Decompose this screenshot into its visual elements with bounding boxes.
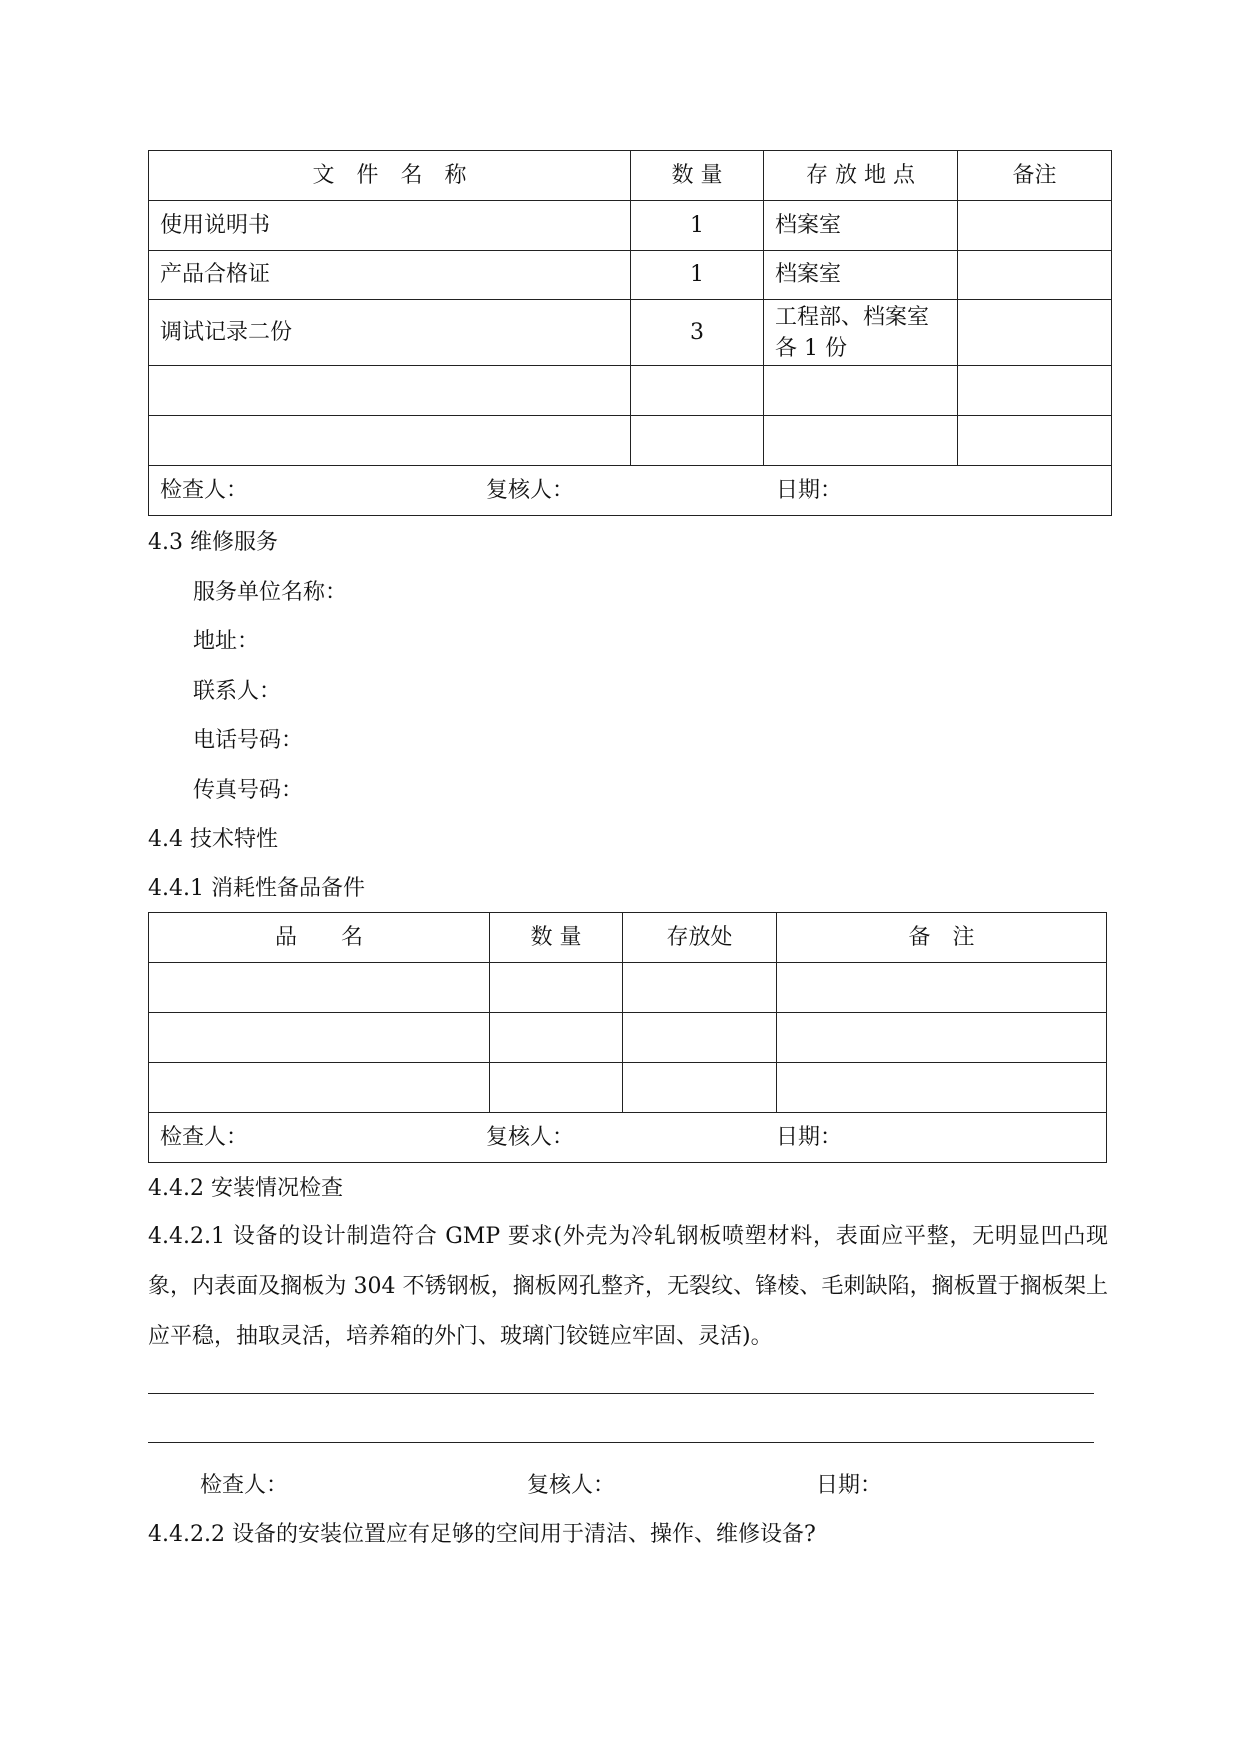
spare-parts-table: [148, 912, 1107, 1163]
cell-remarks: [958, 300, 1112, 366]
table-row: [149, 1013, 1107, 1063]
cell-location: 工程部、档案室各 1 份: [764, 300, 958, 366]
signature-cell: [149, 1113, 1107, 1163]
cell-storage-place: [623, 1013, 777, 1063]
signature-cell: [149, 466, 1112, 516]
cell-document-name: [149, 416, 631, 466]
table-row: [149, 366, 1112, 416]
table-header-row: [149, 913, 1107, 963]
cell-remarks: [958, 366, 1112, 416]
table-row: [149, 201, 1112, 251]
header-storage-place: 存放处: [623, 913, 777, 963]
date-label: 日期：: [776, 477, 843, 503]
cell-remarks: [777, 963, 1107, 1013]
cell-location: [764, 366, 958, 416]
inspector-label: 检查人：: [160, 477, 249, 503]
fill-in-line: [148, 1442, 1094, 1443]
cell-remarks: [958, 251, 1112, 300]
cell-item-name: [149, 1013, 490, 1063]
cell-quantity: [631, 416, 764, 466]
fill-in-line: [148, 1393, 1094, 1394]
cell-remarks: [958, 201, 1112, 251]
table-row: [149, 416, 1112, 466]
cell-quantity: 1: [631, 201, 764, 251]
cell-remarks: [958, 416, 1112, 466]
header-remarks: 备 注: [777, 913, 1107, 963]
header-quantity: 数 量: [631, 151, 764, 201]
field-service-unit-name: 服务单位名称：: [193, 580, 348, 605]
inspector-label: 检查人：: [200, 1473, 289, 1498]
reviewer-label: 复核人：: [486, 1124, 575, 1150]
cell-document-name: 产品合格证: [149, 251, 631, 300]
cell-quantity: 3: [631, 300, 764, 366]
cell-location: [764, 416, 958, 466]
table-row: [149, 963, 1107, 1013]
field-address: 地址：: [193, 629, 260, 654]
item-4-4-2-2-text: 4.4.2.2 设备的安装位置应有足够的空间用于清洁、操作、维修设备?: [148, 1522, 816, 1547]
field-phone-number: 电话号码：: [193, 728, 304, 753]
cell-item-name: [149, 963, 490, 1013]
cell-item-name: [149, 1063, 490, 1113]
header-document-name: 文 件 名 称: [149, 151, 631, 201]
table-row: [149, 251, 1112, 300]
cell-document-name: 调试记录二份: [149, 300, 631, 366]
inspector-label: 检查人：: [160, 1124, 249, 1150]
signature-row: [149, 1113, 1107, 1163]
date-label: 日期：: [816, 1473, 883, 1498]
document-list-table: [148, 150, 1112, 516]
section-4-4-1-heading: 4.4.1 消耗性备品备件: [148, 876, 365, 901]
cell-quantity: [631, 366, 764, 416]
cell-quantity: 1: [631, 251, 764, 300]
field-fax-number: 传真号码：: [193, 778, 304, 803]
reviewer-label: 复核人：: [527, 1473, 616, 1498]
cell-document-name: 使用说明书: [149, 201, 631, 251]
reviewer-label: 复核人：: [486, 477, 575, 503]
date-label: 日期：: [776, 1124, 843, 1150]
cell-remarks: [777, 1063, 1107, 1113]
cell-quantity: [490, 1013, 623, 1063]
cell-quantity: [490, 963, 623, 1013]
header-item-name: 品 名: [149, 913, 490, 963]
cell-storage-place: [623, 1063, 777, 1113]
cell-document-name: [149, 366, 631, 416]
cell-location: 档案室: [764, 251, 958, 300]
cell-remarks: [777, 1013, 1107, 1063]
signature-row: [149, 466, 1112, 516]
table-header-row: [149, 151, 1112, 201]
cell-quantity: [490, 1063, 623, 1113]
section-4-3-heading: 4.3 维修服务: [148, 530, 278, 555]
header-storage-location: 存 放 地 点: [764, 151, 958, 201]
item-4-4-2-1-text: 4.4.2.1 设备的设计制造符合 GMP 要求(外壳为冷轧钢板喷塑材料，表面应平整，无明显凹凸现象，内表面及搁板为 304 不锈钢板，搁板网孔整齐，无裂纹、锋棱、毛刺缺陷，搁板置于搁板架上应平稳，抽取灵活，培养箱的外门、玻璃门铰链应牢固、灵活)。: [148, 1224, 1108, 1349]
field-contact-person: 联系人：: [193, 679, 282, 704]
table-row: [149, 1063, 1107, 1113]
section-4-4-2-heading: 4.4.2 安装情况检查: [148, 1176, 343, 1201]
table-row: [149, 300, 1112, 366]
header-quantity: 数 量: [490, 913, 623, 963]
cell-storage-place: [623, 963, 777, 1013]
section-4-4-heading: 4.4 技术特性: [148, 827, 278, 852]
header-remarks: 备注: [958, 151, 1112, 201]
cell-location: 档案室: [764, 201, 958, 251]
